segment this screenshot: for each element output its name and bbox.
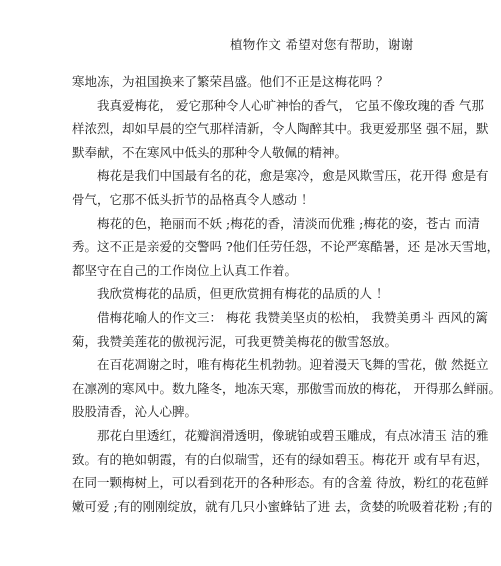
text-line: 在同一颗梅树上，可以看到花开的各种形态。有的含羞 待放，粉红的花苞鲜 <box>72 475 489 491</box>
text-line: 样浓烈，却如早晨的空气那样清新，令人陶醉其中。我更爱那坚 强不屈，默 <box>72 121 489 137</box>
text-line: 秀。这不正是亲爱的交警吗 ?他们任劳任怨，不论严寒酷暑，还 是冰天雪地， <box>72 239 500 255</box>
text-line: 致。有的艳如朝霞，有的白似瑞雪，还有的绿如碧玉。梅花开 或有早有迟， <box>72 451 489 467</box>
article-body <box>72 70 501 518</box>
text-line: 梅花是我们中国最有名的花，愈是寒冷，愈是风欺雪压，花开得 愈是有 <box>97 168 489 184</box>
text-line: 骨气，它那不低头折节的品格真令人感动 ！ <box>72 191 314 207</box>
text-line: 都坚守在自己的工作岗位上认真工作着。 <box>72 262 298 278</box>
text-line: 菊，我赞美莲花的傲视污泥，可我更赞美梅花的傲雪怒放。 <box>72 333 398 349</box>
page-header: 植物作文 希望对您有帮助，谢谢 <box>230 37 414 52</box>
text-line: 梅花的色，艳丽而不妖 ;梅花的香，清淡而优雅 ;梅花的姿，苍古 而清 <box>97 215 480 231</box>
text-line: 寒地冻，为祖国换来了繁荣昌盛。他们不正是这梅花吗 ？ <box>72 74 389 89</box>
text-line: 在百花凋谢之时，唯有梅花生机勃勃。迎着漫天飞舞的雪花，傲 然挺立 <box>97 357 489 373</box>
text-line: 嫩可爱 ;有的刚刚绽放，就有几只小蜜蜂钻了进 去，贪婪的吮吸着花粉 ;有的 <box>72 498 493 514</box>
text-line: 股股清香，沁人心脾。 <box>72 404 198 420</box>
text-line: 我欣赏梅花的品质，但更欣赏拥有梅花的品质的人 ！ <box>97 286 389 302</box>
text-line: 我真爱梅花， 爱它那种令人心旷神怡的香气， 它虽不像玫瑰的香 气那 <box>97 97 484 113</box>
text-line: 借梅花喻人的作文三： 梅花 我赞美坚贞的松柏， 我赞美勇斗 西风的篱 <box>97 309 488 325</box>
text-line: 那花白里透红，花瓣润滑透明，像琥铂或碧玉雕成，有点冰清玉 洁的雅 <box>97 427 489 443</box>
text-line: 在凛冽的寒风中。数九隆冬，地冻天寒，那傲雪而放的梅花， 开得那么鲜丽。 <box>72 380 501 396</box>
text-line: 默奉献，不在寒风中低头的那种令人敬佩的精神。 <box>72 144 348 160</box>
